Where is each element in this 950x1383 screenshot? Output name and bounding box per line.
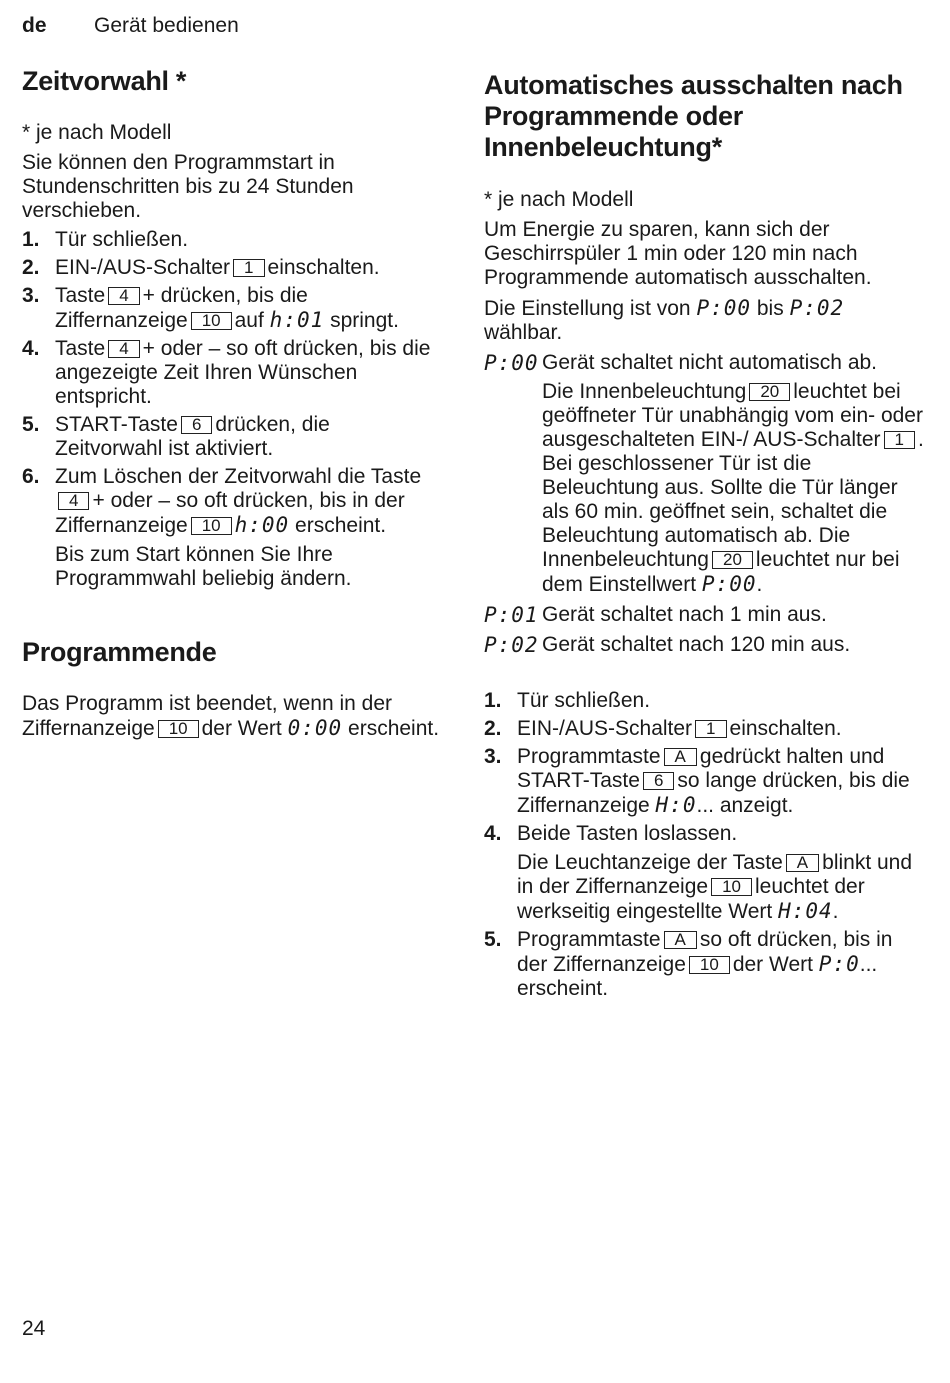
key-ref: 10 xyxy=(191,312,232,330)
list-item: 4. Beide Tasten loslassen. Die Leuchtanzeige der Taste A blinkt und in der Ziffernanzeige 10 leuchtet der werkseitig eingestellte Wert H:04. xyxy=(484,822,924,924)
key-ref: 1 xyxy=(884,431,915,449)
key-ref: 4 xyxy=(108,340,139,358)
display-code: P:0 xyxy=(818,952,860,976)
display-code: P:00 xyxy=(484,351,539,375)
display-code: 0:00 xyxy=(287,716,343,740)
model-note: * je nach Modell xyxy=(484,188,634,211)
list-item: 5. Programmtaste A so oft drücken, bis in der Ziffernanzeige 10 der Wert P:0... erscheint. xyxy=(484,928,893,1000)
key-ref: 1 xyxy=(233,259,264,277)
step-note: Bis zum Start können Sie Ihre Programmwahl beliebig ändern. xyxy=(55,543,352,590)
list-item: 1. Tür schließen. xyxy=(484,689,651,712)
zeitvorwahl-steps xyxy=(22,228,442,591)
option-list xyxy=(484,351,924,657)
zeitvorwahl-heading: Zeitvorwahl * xyxy=(22,66,187,96)
option-row: P:02 Gerät schaltet nach 120 min aus. xyxy=(484,633,851,657)
key-ref: 6 xyxy=(643,772,674,790)
option-row: P:00 Gerät schaltet nicht automatisch ab. Die Innenbeleuchtung 20 leuchtet bei geöffneter Tür unabhängig vom ein- oder ausgeschalteten EIN-/ AUS-Schalter 1 . Bei geschlossener Tür ist die Beleuchtung aus. Sollte die Tür länger als 60 min. geöffnet sein, schaltet die Beleuchtung automatisch ab. Die Innenbeleuchtung 20 leuchtet nur bei dem Einstellwert P:00. xyxy=(484,351,924,596)
auto-off-steps xyxy=(484,689,924,1001)
list-item: 2. EIN-/AUS-Schalter 1 einschalten. xyxy=(22,256,380,279)
step-note: Die Leuchtanzeige der Taste A blinkt und in der Ziffernanzeige 10 leuchtet der werkseitig eingestellte Wert H:04. xyxy=(517,851,913,923)
key-ref: 10 xyxy=(191,517,232,535)
display-code: h:00 xyxy=(234,513,290,537)
right-column xyxy=(484,70,924,1001)
option-row: P:01 Gerät schaltet nach 1 min aus. xyxy=(484,603,827,627)
key-ref: 20 xyxy=(712,551,753,569)
key-ref: 1 xyxy=(695,720,726,738)
key-ref: 20 xyxy=(749,383,790,401)
list-item: 6. Zum Löschen der Zeitvorwahl die Taste4 + oder – so oft drücken, bis in der Ziffernanzeige 10 h:00 erscheint. Bis zum Start können Sie Ihre Programmwahl beliebig ändern. xyxy=(22,465,442,591)
display-code: P:00 xyxy=(696,296,752,320)
programmende-text: Das Programm ist beendet, wenn in der Ziffernanzeige 10 der Wert 0:00 erscheint. xyxy=(22,692,440,740)
model-note: * je nach Modell xyxy=(22,121,172,144)
display-code: P:00 xyxy=(701,572,757,596)
list-item: 2. EIN-/AUS-Schalter 1 einschalten. xyxy=(484,717,842,740)
list-item: 5. START-Taste 6 drücken, die Zeitvorwahl ist aktiviert. xyxy=(22,413,330,460)
key-ref: 4 xyxy=(108,287,139,305)
left-column xyxy=(22,66,442,741)
list-item: 3. Programmtaste A gedrückt halten und START-Taste 6 so lange drücken, bis die Ziffernanzeige H:0... anzeigt. xyxy=(484,745,910,817)
display-code: P:01 xyxy=(484,603,539,627)
section-title: Gerät bedienen xyxy=(94,14,239,37)
option-note: Die Innenbeleuchtung 20 leuchtet bei geöffneter Tür unabhängig vom ein- oder ausgeschalteten EIN-/ AUS-Schalter 1 . Bei geschlossener Tür ist die Beleuchtung aus. Sollte die Tür länger als 60 min. geöffnet sein, schaltet die Beleuchtung automatisch ab. Die Innenbeleuchtung 20 leuchtet nur bei dem Einstellwert P:00. xyxy=(542,380,924,596)
programmende-heading: Programmende xyxy=(22,637,217,667)
display-code: h:01 xyxy=(269,308,325,332)
display-code: H:04 xyxy=(778,899,833,923)
list-item: 3. Taste 4 + drücken, bis die Ziffernanzeige 10 auf h:01 springt. xyxy=(22,284,399,332)
list-item: 1. Tür schließen. xyxy=(22,228,189,251)
setting-range: Die Einstellung ist von P:00 bis P:02 wählbar. xyxy=(484,296,845,344)
page-number: 24 xyxy=(22,1317,46,1340)
auto-off-heading: Automatisches ausschalten nach Programmende oder Innenbeleuchtung* xyxy=(484,70,903,162)
auto-off-intro: Um Energie zu sparen, kann sich der Geschirrspüler 1 min oder 120 min nach Programmende automatisch ausschalten. xyxy=(484,218,872,289)
display-code: P:02 xyxy=(484,633,539,657)
key-ref: 6 xyxy=(181,416,212,434)
zeitvorwahl-intro: Sie können den Programmstart in Stundenschritten bis zu 24 Stunden verschieben. xyxy=(22,151,354,222)
display-code: P:02 xyxy=(789,296,845,320)
list-item: 4. Taste 4 + oder – so oft drücken, bis die angezeigte Zeit Ihren Wünschen entspricht. xyxy=(22,337,431,408)
key-ref: 10 xyxy=(689,956,730,974)
key-ref: 10 xyxy=(158,720,199,738)
key-ref: 4 xyxy=(58,492,89,510)
key-ref: A xyxy=(664,748,697,766)
key-ref: A xyxy=(786,854,819,872)
page-header xyxy=(22,14,239,38)
language-code: de xyxy=(22,14,47,37)
key-ref: 10 xyxy=(711,878,752,896)
key-ref: A xyxy=(664,931,697,949)
display-code: H:0 xyxy=(655,793,697,817)
